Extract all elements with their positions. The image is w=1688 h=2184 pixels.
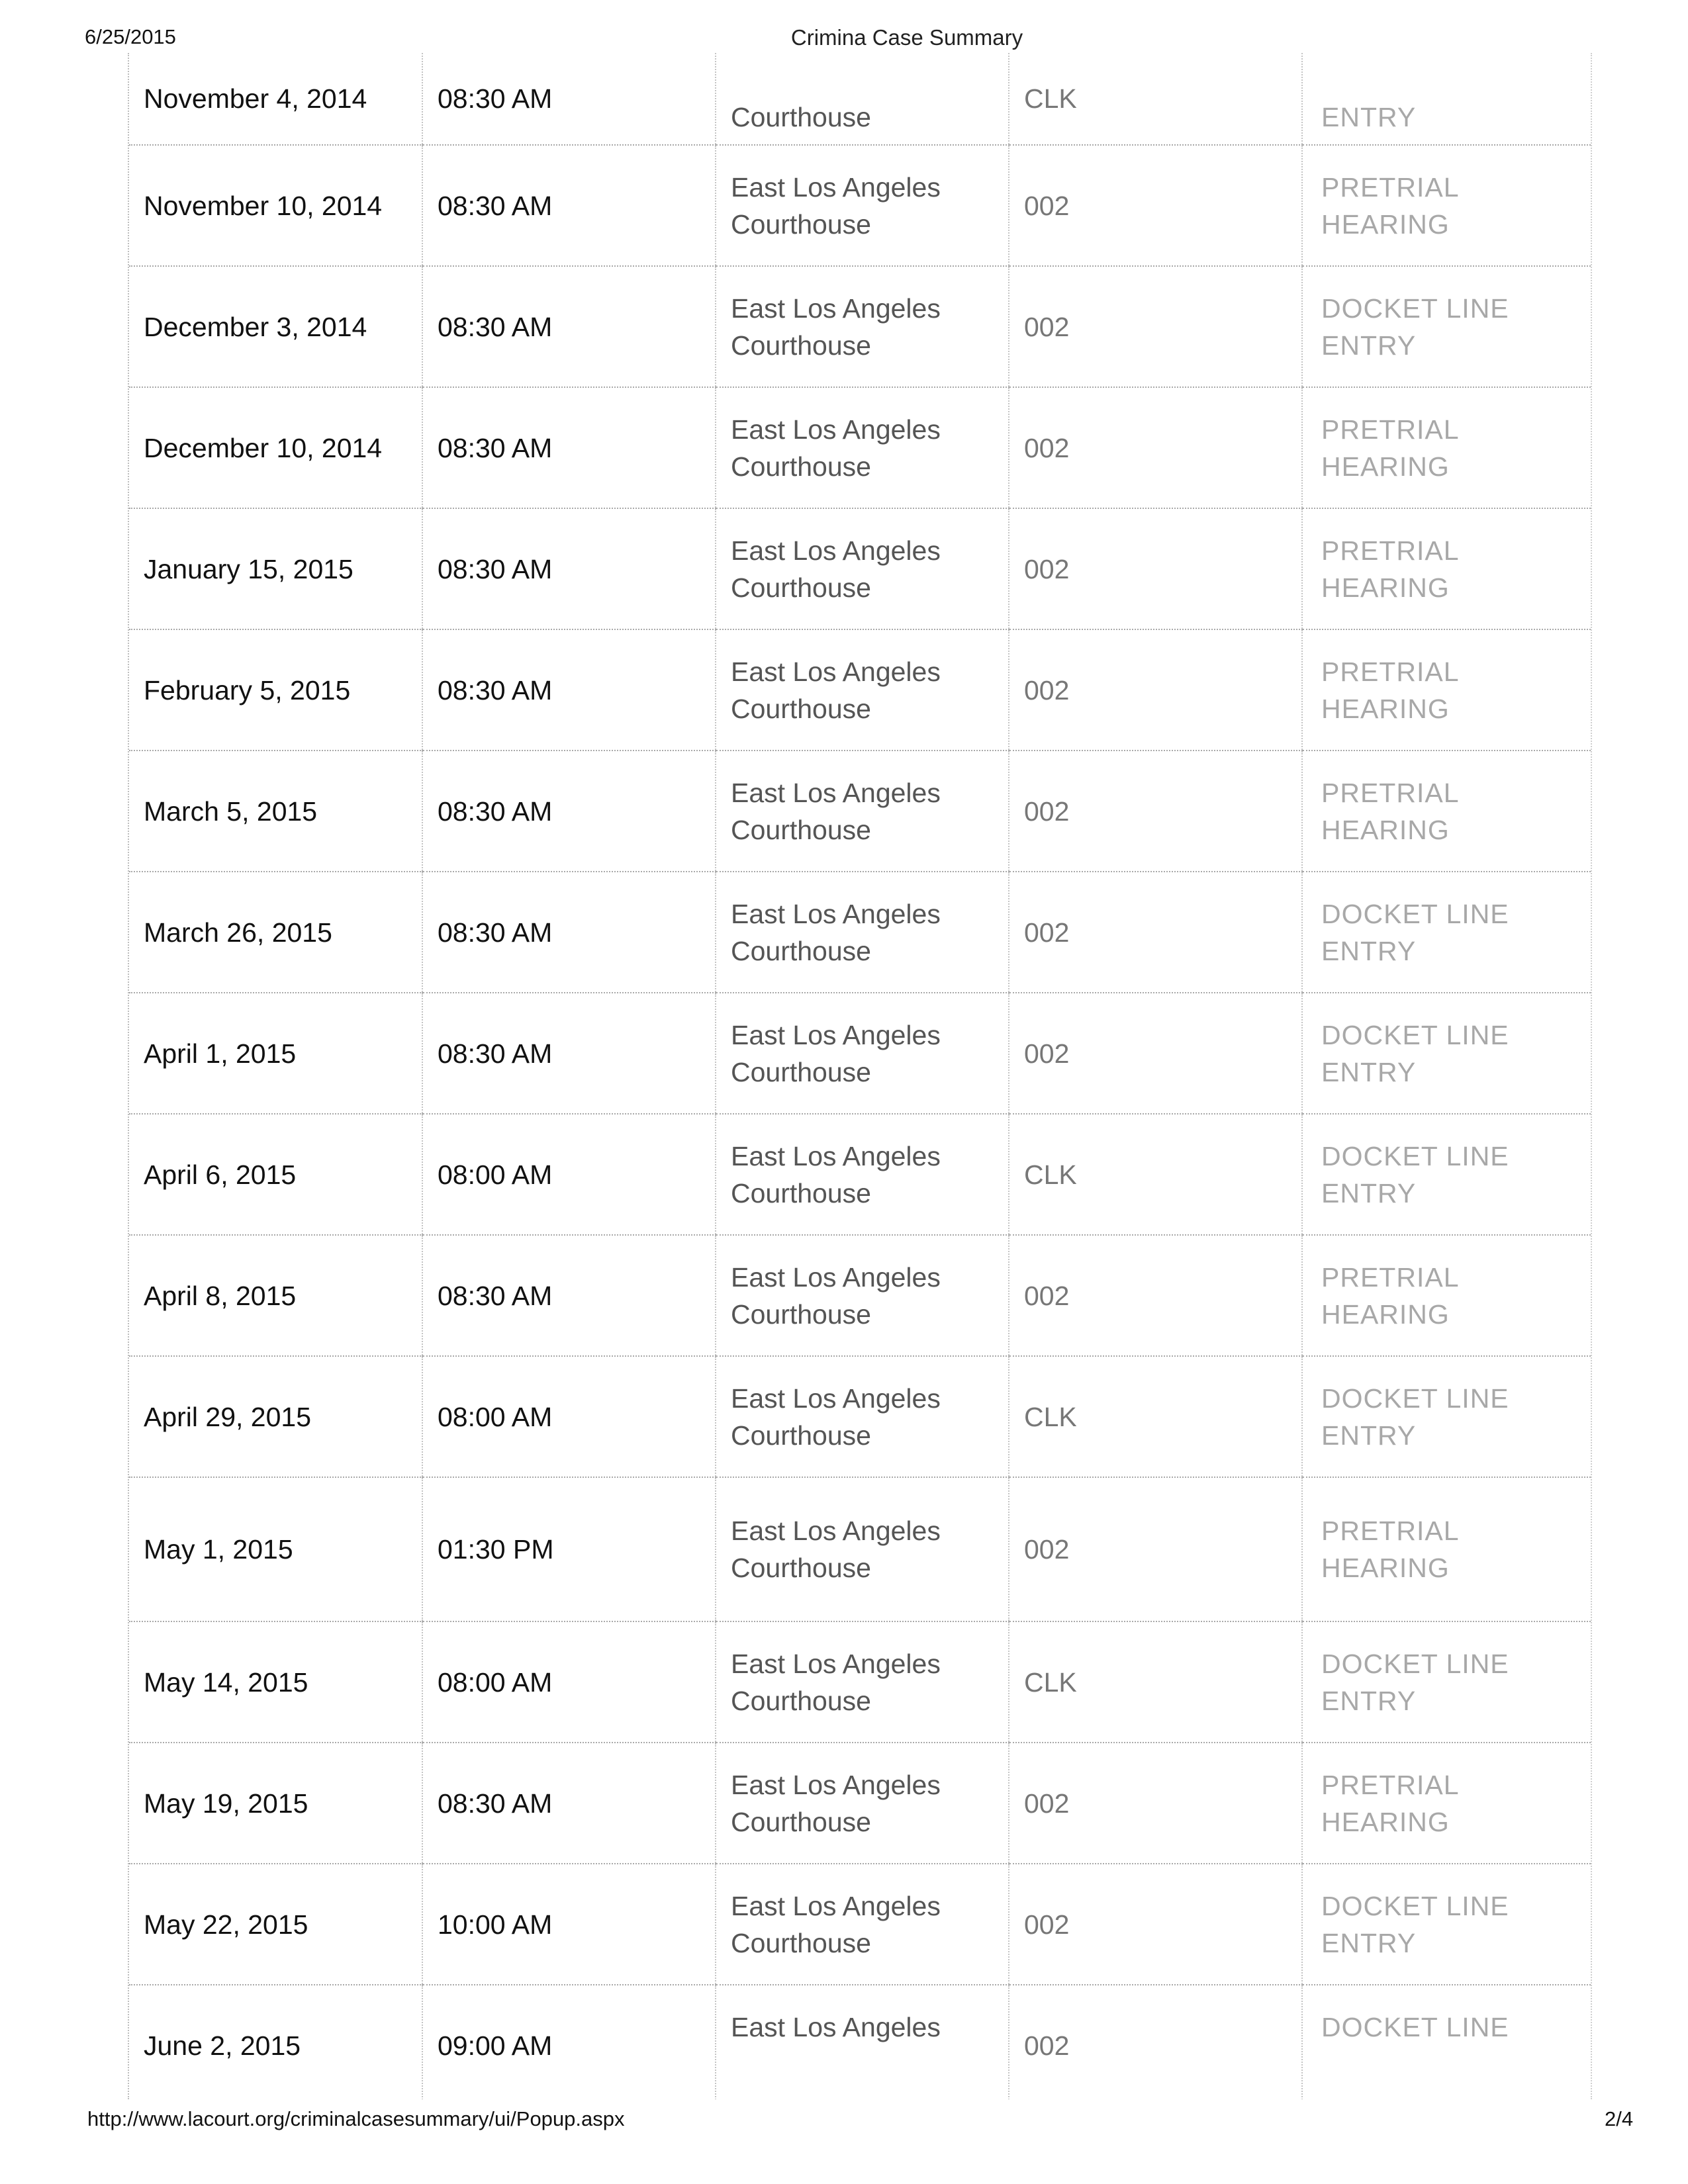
hearing-time-cell: 08:00 AM xyxy=(422,1621,716,1743)
hearing-type-line: HEARING xyxy=(1321,451,1450,482)
department-cell: 002 xyxy=(1009,1985,1302,2099)
hearing-type-cell xyxy=(1302,53,1591,145)
table-row xyxy=(129,508,1591,629)
courthouse-location-line: East Los Angeles xyxy=(731,777,941,808)
print-header-date: 6/25/2015 xyxy=(85,25,176,48)
courthouse-location-cell xyxy=(716,1743,1009,1864)
courthouse-location-line xyxy=(731,2046,1008,2083)
department-cell: CLK xyxy=(1009,53,1302,145)
hearing-type-line xyxy=(1321,2046,1591,2083)
hearing-type-line: DOCKET LINE xyxy=(1321,1648,1509,1679)
courthouse-location-line: East Los Angeles xyxy=(731,1383,941,1414)
courthouse-location-line: East Los Angeles xyxy=(731,1890,941,1921)
hearing-time-cell: 08:00 AM xyxy=(422,1114,716,1235)
courthouse-location-line: Courthouse xyxy=(731,330,871,361)
courthouse-location-cell xyxy=(716,1985,1009,2099)
courthouse-location-line: East Los Angeles xyxy=(731,1140,941,1171)
courthouse-location-line: Courthouse xyxy=(731,208,871,240)
hearing-type-cell xyxy=(1302,1985,1591,2099)
courthouse-location-cell xyxy=(716,1356,1009,1477)
hearing-time-cell: 08:30 AM xyxy=(422,872,716,993)
courthouse-location-line: Courthouse xyxy=(731,1056,871,1087)
hearing-date-cell: March 5, 2015 xyxy=(129,751,422,872)
hearing-time-cell: 08:30 AM xyxy=(422,387,716,508)
hearing-time-cell: 08:30 AM xyxy=(422,53,716,145)
hearing-type-cell xyxy=(1302,872,1591,993)
hearing-type-line: PRETRIAL xyxy=(1321,1261,1460,1293)
hearing-type-line: HEARING xyxy=(1321,693,1450,724)
page-title: Crimina Case Summary xyxy=(790,25,1023,50)
department-cell: CLK xyxy=(1009,1621,1302,1743)
table-row xyxy=(129,1621,1591,1743)
hearing-time-cell: 08:30 AM xyxy=(422,1743,716,1864)
hearing-type-line: PRETRIAL xyxy=(1321,1516,1460,1546)
table-row xyxy=(129,1864,1591,1985)
hearing-type-line: ENTRY xyxy=(1321,935,1417,966)
hearing-type-cell xyxy=(1302,1864,1591,1985)
courthouse-location-line: East Los Angeles xyxy=(731,1261,941,1293)
hearing-type-cell xyxy=(1302,1621,1591,1743)
courthouse-location-line: Courthouse xyxy=(731,935,871,966)
hearing-date-cell: June 2, 2015 xyxy=(129,1985,422,2099)
hearing-type-cell xyxy=(1302,1235,1591,1356)
hearing-type-line: ENTRY xyxy=(1321,1056,1417,1087)
table-row xyxy=(129,1985,1591,2099)
hearing-type-cell xyxy=(1302,1114,1591,1235)
hearing-type-line: HEARING xyxy=(1321,1553,1450,1583)
table-row xyxy=(129,1477,1591,1621)
courthouse-location-line: East Los Angeles xyxy=(731,2011,941,2042)
table-row xyxy=(129,53,1591,145)
hearing-type-cell xyxy=(1302,1743,1591,1864)
hearing-type-cell xyxy=(1302,993,1591,1114)
hearing-type-line: HEARING xyxy=(1321,1806,1450,1837)
courthouse-location-cell xyxy=(716,145,1009,266)
table-row xyxy=(129,1743,1591,1864)
courthouse-location-cell xyxy=(716,1114,1009,1235)
hearing-type-line: PRETRIAL xyxy=(1321,414,1460,445)
courthouse-location-line: Courthouse xyxy=(731,1685,871,1716)
courthouse-location-line: Courthouse xyxy=(731,1298,871,1330)
hearing-type-cell xyxy=(1302,629,1591,751)
hearing-date-cell: December 10, 2014 xyxy=(129,387,422,508)
hearing-type-cell xyxy=(1302,1477,1591,1621)
department-cell: 002 xyxy=(1009,387,1302,508)
courthouse-location-line: East Los Angeles xyxy=(731,898,941,929)
print-footer-url: http://www.lacourt.org/criminalcasesummary/ui/Popup.aspx xyxy=(87,2107,625,2130)
courthouse-location-cell xyxy=(716,1477,1009,1621)
hearing-time-cell: 08:30 AM xyxy=(422,993,716,1114)
hearing-type-line: DOCKET LINE xyxy=(1321,1890,1509,1921)
hearing-type-line: DOCKET LINE xyxy=(1321,1383,1509,1414)
hearing-time-cell: 08:30 AM xyxy=(422,266,716,387)
courthouse-location-line: East Los Angeles xyxy=(731,656,941,687)
hearing-type-line: HEARING xyxy=(1321,572,1450,603)
department-cell: 002 xyxy=(1009,1743,1302,1864)
hearing-date-cell: December 3, 2014 xyxy=(129,266,422,387)
table-row xyxy=(129,993,1591,1114)
courthouse-location-line: Courthouse xyxy=(731,1177,871,1208)
hearing-date-cell: April 8, 2015 xyxy=(129,1235,422,1356)
courthouse-location-line: East Los Angeles xyxy=(731,171,941,203)
courthouse-location-line: Courthouse xyxy=(731,1927,871,1958)
hearing-date-cell: May 22, 2015 xyxy=(129,1864,422,1985)
hearing-type-line xyxy=(1321,62,1591,99)
hearing-type-line: DOCKET LINE xyxy=(1321,1019,1509,1050)
courthouse-location-line: East Los Angeles xyxy=(731,1019,941,1050)
hearing-time-cell: 08:30 AM xyxy=(422,751,716,872)
department-cell: 002 xyxy=(1009,1864,1302,1985)
hearing-type-line: ENTRY xyxy=(1321,1927,1417,1958)
department-cell: 002 xyxy=(1009,751,1302,872)
hearing-date-cell: April 1, 2015 xyxy=(129,993,422,1114)
courthouse-location-line: Courthouse xyxy=(731,572,871,603)
table-row xyxy=(129,629,1591,751)
courthouse-location-line: Courthouse xyxy=(731,102,871,132)
hearing-type-cell xyxy=(1302,145,1591,266)
hearing-type-line: DOCKET LINE xyxy=(1321,2011,1509,2042)
hearing-date-cell: May 1, 2015 xyxy=(129,1477,422,1621)
courthouse-location-cell xyxy=(716,751,1009,872)
department-cell: 002 xyxy=(1009,1235,1302,1356)
department-cell: 002 xyxy=(1009,993,1302,1114)
print-footer-page-number: 2/4 xyxy=(1605,2107,1634,2130)
hearing-time-cell: 08:30 AM xyxy=(422,508,716,629)
department-cell: 002 xyxy=(1009,508,1302,629)
hearing-type-cell xyxy=(1302,266,1591,387)
hearing-date-cell: January 15, 2015 xyxy=(129,508,422,629)
hearing-type-line: ENTRY xyxy=(1321,1420,1417,1451)
hearing-type-cell xyxy=(1302,751,1591,872)
hearing-type-line: HEARING xyxy=(1321,208,1450,240)
department-cell: 002 xyxy=(1009,629,1302,751)
hearing-time-cell: 08:30 AM xyxy=(422,629,716,751)
hearing-type-line: PRETRIAL xyxy=(1321,777,1460,808)
department-cell: CLK xyxy=(1009,1356,1302,1477)
hearing-time-cell: 09:00 AM xyxy=(422,1985,716,2099)
table-row xyxy=(129,1114,1591,1235)
table-row xyxy=(129,1235,1591,1356)
courthouse-location-cell xyxy=(716,993,1009,1114)
table-row xyxy=(129,1356,1591,1477)
hearing-date-cell: February 5, 2015 xyxy=(129,629,422,751)
hearing-date-cell: March 26, 2015 xyxy=(129,872,422,993)
hearing-time-cell: 10:00 AM xyxy=(422,1864,716,1985)
hearing-type-line: HEARING xyxy=(1321,1298,1450,1330)
hearing-type-line: PRETRIAL xyxy=(1321,171,1460,203)
courthouse-location-cell xyxy=(716,508,1009,629)
courthouse-location-line: Courthouse xyxy=(731,1806,871,1837)
table-row xyxy=(129,751,1591,872)
courthouse-location-line: East Los Angeles xyxy=(731,535,941,566)
hearing-type-line: ENTRY xyxy=(1321,1685,1417,1716)
hearing-type-line: DOCKET LINE xyxy=(1321,898,1509,929)
courthouse-location-cell xyxy=(716,53,1009,145)
table-row xyxy=(129,145,1591,266)
hearing-date-cell: November 10, 2014 xyxy=(129,145,422,266)
courthouse-location-line: Courthouse xyxy=(731,1420,871,1451)
hearing-time-cell: 01:30 PM xyxy=(422,1477,716,1621)
hearing-type-line: ENTRY xyxy=(1321,102,1417,132)
courthouse-location-line: East Los Angeles xyxy=(731,414,941,445)
hearing-date-cell: May 14, 2015 xyxy=(129,1621,422,1743)
courthouse-location-line: East Los Angeles xyxy=(731,1648,941,1679)
department-cell: CLK xyxy=(1009,1114,1302,1235)
hearing-type-line: DOCKET LINE xyxy=(1321,293,1509,324)
hearing-time-cell: 08:30 AM xyxy=(422,1235,716,1356)
hearing-date-cell: April 29, 2015 xyxy=(129,1356,422,1477)
courthouse-location-line: East Los Angeles xyxy=(731,293,941,324)
hearing-type-cell xyxy=(1302,508,1591,629)
hearing-date-cell: May 19, 2015 xyxy=(129,1743,422,1864)
hearing-type-line: PRETRIAL xyxy=(1321,1769,1460,1800)
hearing-time-cell: 08:30 AM xyxy=(422,145,716,266)
department-cell: 002 xyxy=(1009,1477,1302,1621)
courthouse-location-cell xyxy=(716,387,1009,508)
courthouse-location-cell xyxy=(716,1235,1009,1356)
courthouse-location-cell xyxy=(716,1864,1009,1985)
courthouse-location-line: East Los Angeles xyxy=(731,1769,941,1800)
case-calendar-rows xyxy=(129,53,1591,2099)
courthouse-location-line: East Los Angeles xyxy=(731,1516,941,1546)
hearing-type-cell xyxy=(1302,1356,1591,1477)
courthouse-location-cell xyxy=(716,1621,1009,1743)
hearing-type-line: ENTRY xyxy=(1321,330,1417,361)
table-row xyxy=(129,872,1591,993)
hearing-type-line: HEARING xyxy=(1321,814,1450,845)
department-cell: 002 xyxy=(1009,266,1302,387)
department-cell: 002 xyxy=(1009,145,1302,266)
hearing-type-line: DOCKET LINE xyxy=(1321,1140,1509,1171)
courthouse-location-cell xyxy=(716,872,1009,993)
courthouse-location-cell xyxy=(716,266,1009,387)
table-row xyxy=(129,266,1591,387)
table-row xyxy=(129,387,1591,508)
courthouse-location-cell xyxy=(716,629,1009,751)
hearing-date-cell: April 6, 2015 xyxy=(129,1114,422,1235)
courthouse-location-line: Courthouse xyxy=(731,814,871,845)
hearing-time-cell: 08:00 AM xyxy=(422,1356,716,1477)
hearing-type-line: PRETRIAL xyxy=(1321,535,1460,566)
courthouse-location-line: Courthouse xyxy=(731,1553,871,1583)
courthouse-location-line: Courthouse xyxy=(731,693,871,724)
case-calendar-table xyxy=(128,53,1592,2099)
courthouse-location-line xyxy=(731,62,1008,99)
courthouse-location-line: Courthouse xyxy=(731,451,871,482)
hearing-type-line: PRETRIAL xyxy=(1321,656,1460,687)
hearing-type-cell xyxy=(1302,387,1591,508)
hearing-date-cell: November 4, 2014 xyxy=(129,53,422,145)
department-cell: 002 xyxy=(1009,872,1302,993)
hearing-type-line: ENTRY xyxy=(1321,1177,1417,1208)
